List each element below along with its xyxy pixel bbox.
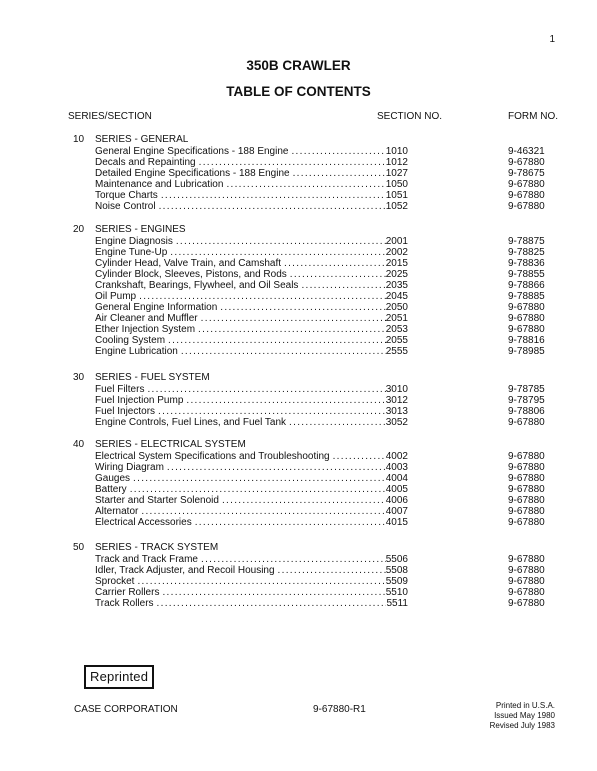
form-number: 9-67880 — [508, 417, 545, 428]
toc-entry — [95, 598, 408, 609]
dot-leader — [333, 451, 386, 462]
dot-leader — [167, 462, 386, 473]
dot-leader — [137, 576, 385, 587]
toc-entry — [95, 587, 408, 598]
toc-row — [0, 406, 597, 417]
toc-row — [0, 179, 597, 190]
entry-title: Ether Injection System — [95, 324, 196, 335]
dot-leader — [201, 313, 386, 324]
toc-row — [0, 146, 597, 157]
section-number: 5510 — [385, 587, 408, 598]
dot-leader — [226, 179, 385, 190]
footer-doc-number: 9-67880-R1 — [313, 704, 366, 715]
form-number: 9-67880 — [508, 495, 545, 506]
toc-entry — [95, 576, 408, 587]
form-number: 9-67880 — [508, 484, 545, 495]
entry-title: Electrical System Specifications and Troubleshooting — [95, 451, 330, 462]
dot-leader — [130, 484, 386, 495]
form-number: 9-67880 — [508, 324, 545, 335]
toc-row — [0, 168, 597, 179]
dot-leader — [168, 335, 386, 346]
form-number: 9-67880 — [508, 190, 545, 201]
group-name: SERIES - TRACK SYSTEM — [95, 542, 219, 553]
group-number: 10 — [73, 134, 85, 145]
entry-title: General Engine Information — [95, 302, 218, 313]
toc-row — [0, 384, 597, 395]
section-number: 4015 — [385, 517, 408, 528]
entry-title: Battery — [95, 484, 127, 495]
form-number: 9-67880 — [508, 517, 545, 528]
group-number: 40 — [73, 439, 85, 450]
column-header-section: SECTION NO. — [377, 111, 443, 122]
group-heading — [0, 224, 597, 236]
group-name: SERIES - GENERAL — [95, 134, 189, 145]
dot-leader — [278, 565, 386, 576]
section-number: 5509 — [385, 576, 408, 587]
group-number: 50 — [73, 542, 85, 553]
dot-leader — [199, 157, 386, 168]
toc-entry — [95, 258, 408, 269]
toc-row — [0, 598, 597, 609]
section-number: 2025 — [385, 269, 408, 280]
toc-entry — [95, 280, 408, 291]
document-title: 350B CRAWLER — [246, 58, 351, 73]
form-number: 9-46321 — [508, 146, 545, 157]
toc-row — [0, 587, 597, 598]
toc-entry — [95, 157, 408, 168]
toc-entry — [95, 384, 408, 395]
toc-group — [0, 372, 597, 428]
toc-row — [0, 269, 597, 280]
section-number: 4003 — [385, 462, 408, 473]
section-number: 2053 — [385, 324, 408, 335]
dot-leader — [159, 201, 386, 212]
entry-title: Cooling System — [95, 335, 166, 346]
section-number: 5508 — [385, 565, 408, 576]
dot-leader — [162, 587, 385, 598]
form-number: 9-78825 — [508, 247, 545, 258]
section-number: 2050 — [385, 302, 408, 313]
toc-group — [0, 542, 597, 609]
toc-row — [0, 302, 597, 313]
form-number: 9-67880 — [508, 565, 545, 576]
toc-entry — [95, 565, 408, 576]
toc-entry — [95, 146, 408, 157]
group-heading — [0, 134, 597, 146]
footer-printed-info — [490, 701, 555, 731]
form-number: 9-67880 — [508, 451, 545, 462]
dot-leader — [201, 554, 386, 565]
dot-leader — [157, 598, 387, 609]
form-number: 9-78675 — [508, 168, 545, 179]
toc-entry — [95, 335, 408, 346]
toc-row — [0, 451, 597, 462]
section-number: 1027 — [385, 168, 408, 179]
group-heading — [0, 372, 597, 384]
entry-title: Engine Diagnosis — [95, 236, 173, 247]
group-number: 30 — [73, 372, 85, 383]
form-number: 9-78785 — [508, 384, 545, 395]
toc-row — [0, 554, 597, 565]
form-number: 9-67880 — [508, 598, 545, 609]
toc-entry — [95, 291, 408, 302]
section-number: 3013 — [385, 406, 408, 417]
section-number: 4004 — [385, 473, 408, 484]
toc-group — [0, 134, 597, 212]
dot-leader — [139, 291, 386, 302]
toc-entry — [95, 302, 408, 313]
toc-row — [0, 157, 597, 168]
section-number: 1012 — [385, 157, 408, 168]
toc-entry — [95, 190, 408, 201]
toc-entry — [95, 269, 408, 280]
dot-leader — [141, 506, 385, 517]
section-number: 4006 — [385, 495, 408, 506]
printed-line: Printed in U.S.A. — [495, 701, 555, 710]
toc-entry — [95, 179, 408, 190]
form-number: 9-67880 — [508, 313, 545, 324]
form-number: 9-67880 — [508, 157, 545, 168]
section-number: 2045 — [385, 291, 408, 302]
group-heading — [0, 439, 597, 451]
group-name: SERIES - ENGINES — [95, 224, 186, 235]
toc-row — [0, 417, 597, 428]
toc-row — [0, 565, 597, 576]
dot-leader — [147, 384, 385, 395]
dot-leader — [186, 395, 385, 406]
toc-entry — [95, 462, 408, 473]
section-number: 1051 — [385, 190, 408, 201]
toc-row — [0, 190, 597, 201]
dot-leader — [198, 324, 386, 335]
entry-title: Fuel Injectors — [95, 406, 156, 417]
entry-title: Sprocket — [95, 576, 135, 587]
section-number: 2051 — [385, 313, 408, 324]
toc-entry — [95, 406, 408, 417]
document-subtitle: TABLE OF CONTENTS — [226, 84, 371, 99]
entry-title: Gauges — [95, 473, 131, 484]
dot-leader — [291, 146, 385, 157]
entry-title: General Engine Specifications - 188 Engine — [95, 146, 289, 157]
reprinted-stamp: Reprinted — [84, 665, 154, 689]
section-number: 2001 — [385, 236, 408, 247]
toc-entry — [95, 484, 408, 495]
toc-entry — [95, 417, 408, 428]
form-number: 9-67880 — [508, 302, 545, 313]
form-number: 9-78866 — [508, 280, 545, 291]
entry-title: Electrical Accessories — [95, 517, 192, 528]
dot-leader — [289, 417, 386, 428]
entry-title: Starter and Starter Solenoid — [95, 495, 219, 506]
toc-row — [0, 473, 597, 484]
form-number: 9-78885 — [508, 291, 545, 302]
entry-title: Maintenance and Lubrication — [95, 179, 224, 190]
section-number: 3012 — [385, 395, 408, 406]
form-number: 9-67880 — [508, 462, 545, 473]
section-number: 2055 — [385, 335, 408, 346]
form-number: 9-78875 — [508, 236, 545, 247]
toc-row — [0, 395, 597, 406]
entry-title: Air Cleaner and Muffler — [95, 313, 198, 324]
form-number: 9-67880 — [508, 554, 545, 565]
section-number: 3052 — [385, 417, 408, 428]
toc-row — [0, 346, 597, 357]
toc-row — [0, 517, 597, 528]
form-number: 9-67880 — [508, 587, 545, 598]
section-number: 5506 — [385, 554, 408, 565]
dot-leader — [158, 406, 386, 417]
toc-entry — [95, 473, 408, 484]
entry-title: Track Rollers — [95, 598, 154, 609]
form-number: 9-78855 — [508, 269, 545, 280]
toc-entry — [95, 201, 408, 212]
issued-line: Issued May 1980 — [494, 711, 555, 720]
entry-title: Engine Controls, Fuel Lines, and Fuel Tank — [95, 417, 287, 428]
dot-leader — [170, 247, 385, 258]
dot-leader — [220, 302, 385, 313]
column-header-form: FORM NO. — [508, 111, 558, 122]
dot-leader — [176, 236, 386, 247]
dot-leader — [133, 473, 386, 484]
entry-title: Decals and Repainting — [95, 157, 196, 168]
entry-title: Fuel Injection Pump — [95, 395, 184, 406]
dot-leader — [181, 346, 386, 357]
toc-row — [0, 201, 597, 212]
dot-leader — [195, 517, 386, 528]
dot-leader — [301, 280, 385, 291]
form-number: 9-67880 — [508, 576, 545, 587]
section-number: 4005 — [385, 484, 408, 495]
entry-title: Cylinder Block, Sleeves, Pistons, and Rods — [95, 269, 287, 280]
footer-company: CASE CORPORATION — [74, 704, 178, 715]
entry-title: Crankshaft, Bearings, Flywheel, and Oil Seals — [95, 280, 299, 291]
toc-row — [0, 335, 597, 346]
toc-row — [0, 484, 597, 495]
toc-entry — [95, 395, 408, 406]
entry-title: Oil Pump — [95, 291, 137, 302]
page-number: 1 — [549, 34, 555, 45]
toc-entry — [95, 506, 408, 517]
entry-title: Detailed Engine Specifications - 188 Engine — [95, 168, 290, 179]
form-number: 9-78836 — [508, 258, 545, 269]
dot-leader — [293, 168, 386, 179]
section-number: 5511 — [386, 598, 408, 609]
section-number: 1052 — [385, 201, 408, 212]
entry-title: Idler, Track Adjuster, and Recoil Housing — [95, 565, 275, 576]
revised-line: Revised July 1983 — [489, 721, 555, 730]
form-number: 9-67880 — [508, 201, 545, 212]
toc-row — [0, 495, 597, 506]
form-number: 9-78795 — [508, 395, 545, 406]
entry-title: Engine Tune-Up — [95, 247, 168, 258]
form-number: 9-67880 — [508, 506, 545, 517]
section-number: 1010 — [385, 146, 408, 157]
entry-title: Noise Control — [95, 201, 156, 212]
toc-row — [0, 258, 597, 269]
section-number: 4007 — [385, 506, 408, 517]
section-number: 2015 — [385, 258, 408, 269]
toc-entry — [95, 168, 408, 179]
section-number: 1050 — [385, 179, 408, 190]
section-number: 4002 — [385, 451, 408, 462]
section-number: 2035 — [385, 280, 408, 291]
section-number: 3010 — [385, 384, 408, 395]
toc-row — [0, 280, 597, 291]
toc-entry — [95, 313, 408, 324]
dot-leader — [290, 269, 386, 280]
toc-group — [0, 224, 597, 357]
column-header-series: SERIES/SECTION — [68, 111, 152, 122]
toc-row — [0, 576, 597, 587]
toc-entry — [95, 236, 408, 247]
toc-entry — [95, 247, 408, 258]
group-name: SERIES - ELECTRICAL SYSTEM — [95, 439, 246, 450]
form-number: 9-67880 — [508, 179, 545, 190]
form-number: 9-78806 — [508, 406, 545, 417]
toc-group — [0, 439, 597, 528]
dot-leader — [161, 190, 386, 201]
dot-leader — [222, 495, 386, 506]
entry-title: Cylinder Head, Valve Train, and Camshaft — [95, 258, 282, 269]
toc-entry — [95, 554, 408, 565]
entry-title: Carrier Rollers — [95, 587, 160, 598]
toc-entry — [95, 324, 408, 335]
entry-title: Torque Charts — [95, 190, 158, 201]
form-number: 9-67880 — [508, 473, 545, 484]
toc-row — [0, 324, 597, 335]
section-number: 2555 — [385, 346, 408, 357]
toc-entry — [95, 517, 408, 528]
toc-entry — [95, 495, 408, 506]
entry-title: Engine Lubrication — [95, 346, 178, 357]
toc-entry — [95, 451, 408, 462]
toc-row — [0, 247, 597, 258]
entry-title: Fuel Filters — [95, 384, 145, 395]
toc-row — [0, 313, 597, 324]
toc-row — [0, 291, 597, 302]
group-heading — [0, 542, 597, 554]
group-name: SERIES - FUEL SYSTEM — [95, 372, 210, 383]
entry-title: Track and Track Frame — [95, 554, 198, 565]
toc-row — [0, 462, 597, 473]
toc-entry — [95, 346, 408, 357]
form-number: 9-78985 — [508, 346, 545, 357]
group-number: 20 — [73, 224, 85, 235]
form-number: 9-78816 — [508, 335, 545, 346]
section-number: 2002 — [385, 247, 408, 258]
toc-row — [0, 236, 597, 247]
entry-title: Alternator — [95, 506, 139, 517]
toc-row — [0, 506, 597, 517]
entry-title: Wiring Diagram — [95, 462, 164, 473]
dot-leader — [284, 258, 386, 269]
